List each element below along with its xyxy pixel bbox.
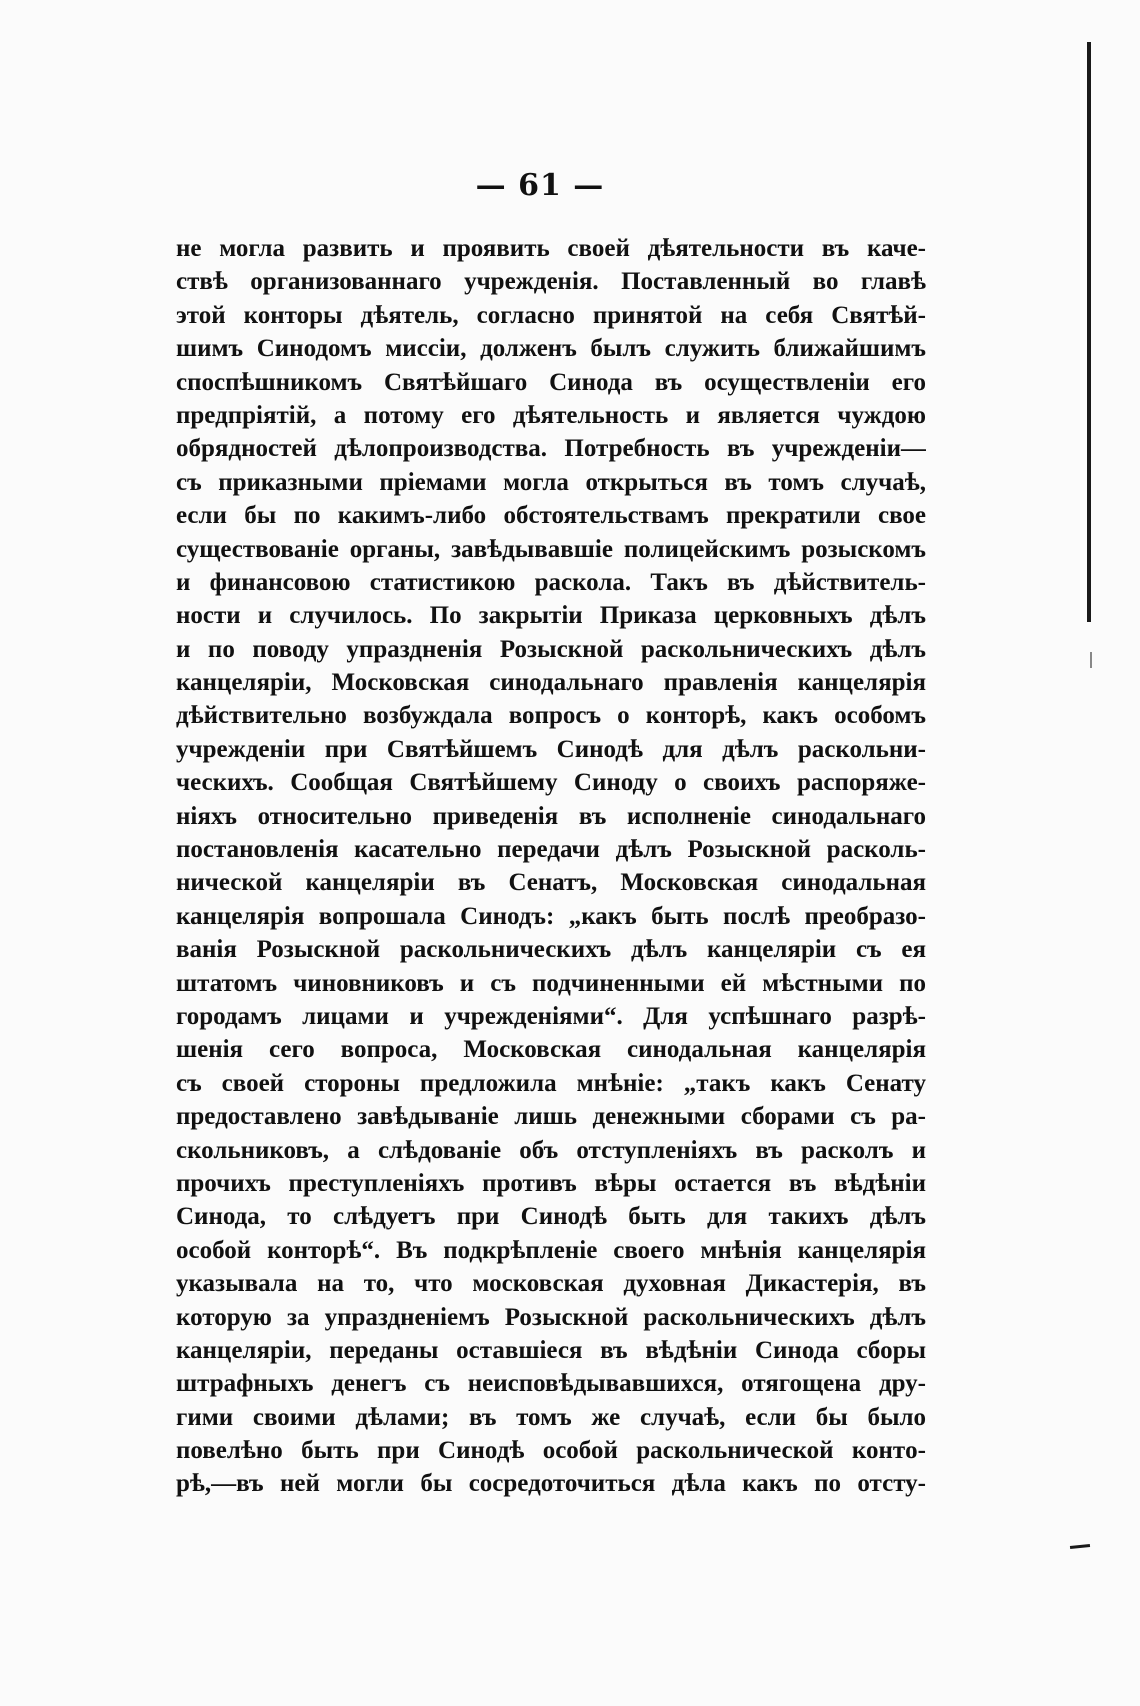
text-line: канцеляріи, переданы оставшіеся въ вѣдѣніи Синода сборы: [176, 1336, 926, 1364]
page-number: — 61 —: [475, 168, 605, 203]
text-line: канцелярія вопрошала Синодъ: „какъ быть послѣ преобразо-: [176, 902, 926, 930]
text-line: Синода, то слѣдуетъ при Синодѣ быть для такихъ дѣлъ: [176, 1203, 926, 1231]
text-line: особой конторѣ“. Въ подкрѣпленіе своего мнѣнія канцелярія: [176, 1236, 926, 1264]
text-line: ности и случилось. По закрытіи Приказа церковныхъ дѣлъ: [176, 602, 926, 630]
text-line: прочихъ преступленіяхъ противъ вѣры остается въ вѣдѣніи: [176, 1169, 926, 1197]
text-line: гими своими дѣлами; въ томъ же случаѣ, если бы было: [176, 1403, 926, 1431]
text-line: указывала на то, что московская духовная Дикастерія, въ: [176, 1270, 926, 1298]
text-line: этой конторы дѣятель, согласно принятой на себя Святѣй-: [176, 301, 926, 329]
text-line: ческихъ. Сообщая Святѣйшему Синоду о своихъ распоряже-: [176, 769, 926, 797]
text-line: которую за упраздненіемъ Розыскной раскольническихъ дѣлъ: [176, 1303, 926, 1331]
text-line: учрежденіи при Святѣйшемъ Синодѣ для дѣлъ раскольни-: [176, 735, 926, 763]
text-line: ніяхъ относительно приведенія въ исполненіе синодальнаго: [176, 802, 926, 830]
text-line: существованіе органы, завѣдывавшіе полицейскимъ розыскомъ: [176, 535, 926, 563]
text-line: не могла развить и проявить своей дѣятельности въ каче-: [176, 235, 926, 262]
text-line: повелѣно быть при Синодѣ особой раскольнической контo-: [176, 1437, 926, 1465]
scan-edge-tick: [1090, 652, 1092, 668]
text-line: нической канцеляріи въ Сенатъ, Московская синодальная: [176, 869, 926, 897]
text-line: споспѣшникомъ Святѣйшаго Синода въ осуществленіи его: [176, 368, 926, 396]
text-line: съ своей стороны предложила мнѣніе: „такъ какъ Сенату: [176, 1069, 926, 1097]
text-line: съ приказными пріемами могла открыться въ томъ случаѣ,: [176, 468, 926, 496]
text-line: городамъ лицами и учрежденіями“. Для успѣшнаго разрѣ-: [176, 1002, 926, 1030]
text-line: постановленія касательно передачи дѣлъ Розыскной расколь-: [176, 836, 926, 864]
text-line: и по поводу упраздненія Розыскной раскольническихъ дѣлъ: [176, 635, 926, 663]
text-line: штатомъ чиновниковъ и съ подчиненными ей мѣстными по: [176, 969, 926, 997]
scan-edge-mark: [1070, 1544, 1090, 1549]
text-line: штрафныхъ денегъ съ неисповѣдывавшихся, отягощена дру-: [176, 1370, 926, 1398]
text-line: предоставлено завѣдываніе лишь денежными сборами съ ра-: [176, 1103, 926, 1131]
text-line: канцеляріи, Московская синодальнаго правленія канцелярія: [176, 669, 926, 697]
text-line: шенія сего вопроса, Московская синодальная канцелярія: [176, 1036, 926, 1064]
text-line: если бы по какимъ-либо обстоятельствамъ прекратили свое: [176, 502, 926, 530]
text-line: шимъ Синодомъ миссіи, долженъ былъ служить ближайшимъ: [176, 335, 926, 363]
text-line: и финансовою статистикою раскола. Такъ въ дѣйствитель-: [176, 568, 926, 596]
text-line: ванія Розыскной раскольническихъ дѣлъ канцеляріи съ ея: [176, 936, 926, 964]
text-line: предпріятій, а потому его дѣятельность и является чуждою: [176, 401, 926, 429]
text-line: скольниковъ, а слѣдованіе объ отступленіяхъ въ расколъ и: [176, 1136, 926, 1164]
scan-edge-rule: [1087, 42, 1091, 622]
text-line: рѣ,—въ ней могли бы сосредоточиться дѣла какъ по отсту-: [176, 1470, 926, 1498]
text-line: ствѣ организованнаго учрежденія. Поставленный во главѣ: [176, 268, 926, 296]
body-text: [176, 232, 926, 1501]
text-line: обрядностей дѣлопроизводства. Потребность въ учрежденіи—: [176, 435, 926, 463]
text-line: дѣйствительно возбуждала вопросъ о конторѣ, какъ особомъ: [176, 702, 926, 730]
